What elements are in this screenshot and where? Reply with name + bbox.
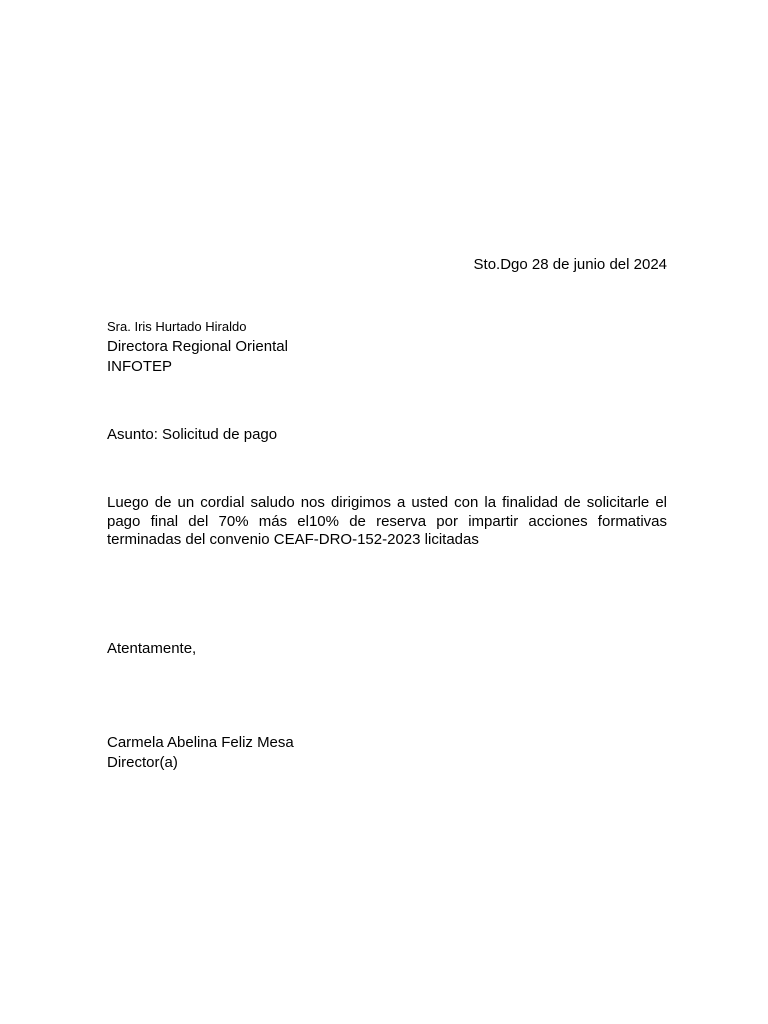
signature-block (107, 733, 294, 773)
recipient-block (107, 319, 288, 377)
recipient-organization: INFOTEP (107, 358, 173, 375)
letter-body: Luego de un cordial saludo nos dirigimos a usted con la finalidad de solicitarle el pago final del 70% más el10% de reserva por impartir acciones formativas terminadas del convenio CEAF-DRO-152-2023 licitadas (107, 494, 667, 548)
recipient-title: Directora Regional Oriental (107, 338, 288, 355)
letter-subject: Asunto: Solicitud de pago (107, 426, 278, 443)
letter-closing: Atentamente, (107, 640, 197, 657)
recipient-name: Sra. Iris Hurtado Hiraldo (107, 319, 247, 334)
signature-name: Carmela Abelina Feliz Mesa (107, 734, 294, 751)
letter-date: Sto.Dgo 28 de junio del 2024 (473, 256, 667, 273)
signature-role: Director(a) (107, 754, 178, 771)
